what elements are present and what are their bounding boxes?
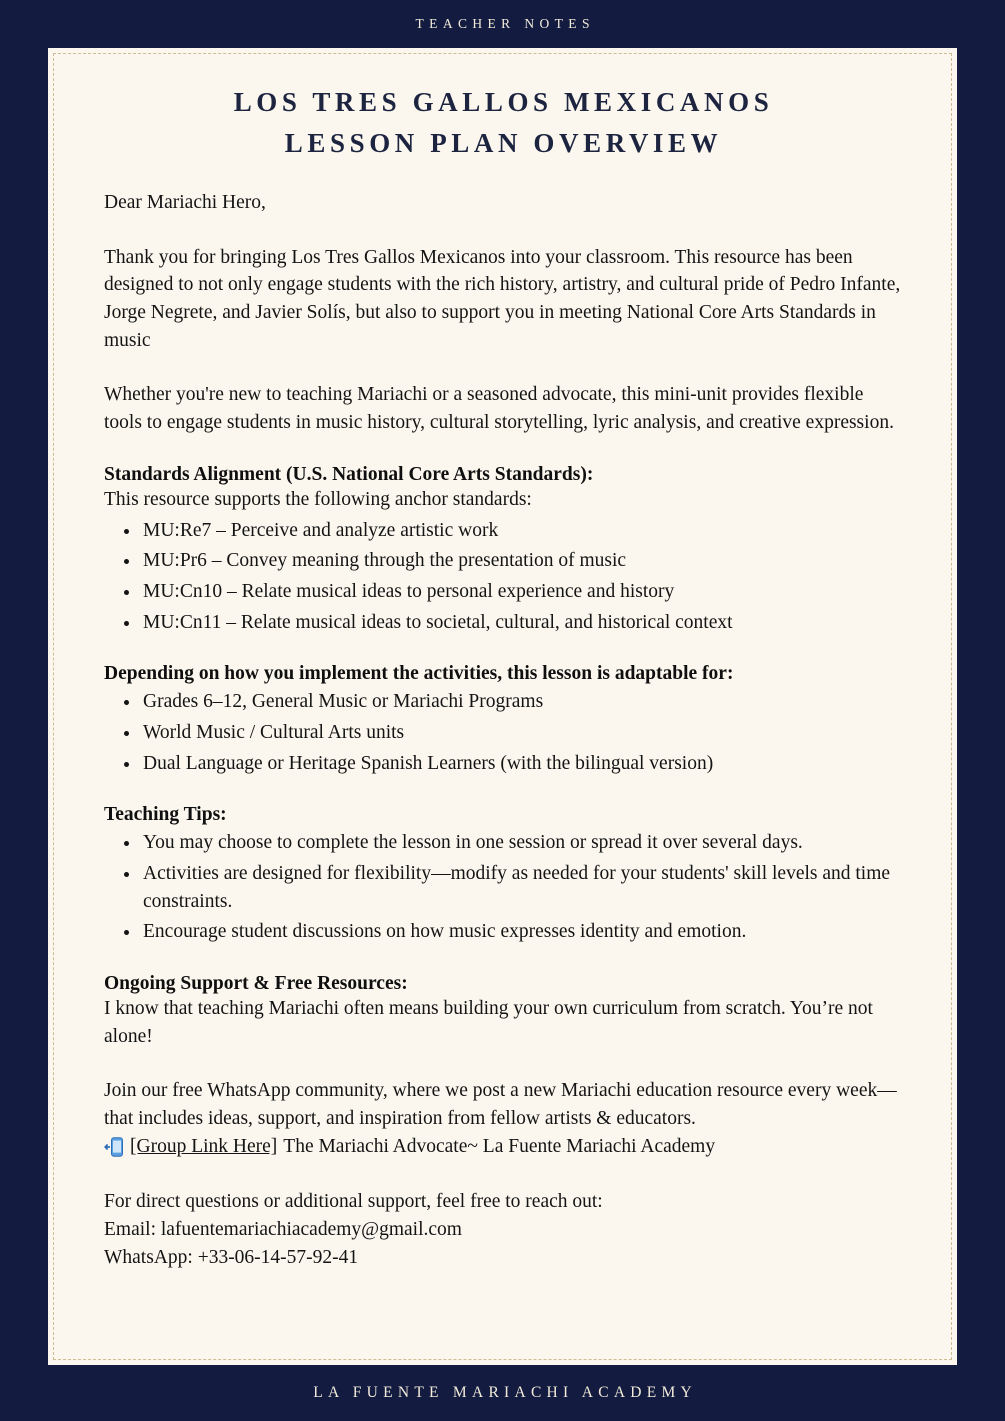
list-item: • MU:Cn10 – Relate musical ideas to personal experience and history	[141, 578, 903, 606]
intro-paragraph-1: Thank you for bringing Los Tres Gallos Mexicanos into your classroom. This resource has been designed to not only engage students with the rich history, artistry, and cultural pride of Pedro Infante, Jorge Negrete, and Javier Solís, but also to support you in meeting National Core Arts Standards in music	[104, 246, 901, 351]
teaching-tips-list	[104, 829, 903, 946]
list-item: • MU:Pr6 – Convey meaning through the presentation of music	[141, 547, 903, 575]
support-paragraph-2: Join our free WhatsApp community, where we post a new Mariachi education resource every week—that includes ideas, support, and inspiration from fellow artists & educators.	[104, 1080, 897, 1130]
teaching-tips-heading: Teaching Tips:	[104, 804, 227, 826]
section-adaptable	[104, 663, 903, 777]
list-item: • Grades 6–12, General Music or Mariachi Programs	[141, 688, 903, 716]
standards-heading: Standards Alignment (U.S. National Core Arts Standards):	[104, 463, 594, 485]
contact-whatsapp: WhatsApp: +33-06-14-57-92-41	[104, 1247, 359, 1269]
document-page	[48, 48, 957, 1365]
list-item: • You may choose to complete the lesson in one session or spread it over several days.	[141, 829, 903, 857]
page-title-line2: LESSON PLAN OVERVIEW	[284, 127, 723, 158]
page-title	[104, 82, 903, 163]
standards-list	[104, 517, 903, 637]
support-heading: Ongoing Support & Free Resources:	[104, 973, 408, 995]
section-support	[104, 973, 903, 1272]
document-page-inner	[53, 53, 952, 1360]
contact-email: Email: lafuentemariachiacademy@gmail.com	[104, 1218, 462, 1240]
list-item: • Encourage student discussions on how music expresses identity and emotion.	[141, 918, 903, 946]
page-title-line1: LOS TRES GALLOS MEXICANOS	[233, 87, 774, 117]
contact-intro: For direct questions or additional support, feel free to reach out:	[104, 1190, 603, 1212]
group-link-suffix: The Mariachi Advocate~ La Fuente Mariachi Academy	[283, 1135, 716, 1157]
footer-label: LA FUENTE MARIACHI ACADEMY	[313, 1384, 697, 1401]
list-item: • Dual Language or Heritage Spanish Learners (with the bilingual version)	[141, 750, 903, 778]
intro-paragraph-2: Whether you're new to teaching Mariachi or a seasoned advocate, this mini-unit provides flexible tools to engage students in music history, cultural storytelling, lyric analysis, and creative expression.	[104, 384, 894, 434]
section-standards	[104, 464, 903, 636]
banner-label: TEACHER NOTES	[415, 16, 595, 31]
mobile-phone-arrow-icon	[104, 1137, 124, 1157]
greeting: Dear Mariachi Hero,	[104, 192, 266, 213]
top-banner	[0, 0, 1005, 48]
adaptable-heading: Depending on how you implement the activities, this lesson is adaptable for:	[104, 663, 734, 685]
section-teaching-tips	[104, 804, 903, 946]
group-link-line	[104, 1133, 903, 1161]
adaptable-list	[104, 688, 903, 777]
list-item: • Activities are designed for flexibility—modify as needed for your students' skill levels and time constraints.	[141, 860, 903, 915]
support-paragraph-1: I know that teaching Mariachi often means building your own curriculum from scratch. You’re not alone!	[104, 998, 873, 1047]
bottom-banner	[0, 1365, 1005, 1421]
list-item: • MU:Re7 – Perceive and analyze artistic work	[141, 517, 903, 545]
list-item: • MU:Cn11 – Relate musical ideas to societal, cultural, and historical context	[141, 609, 903, 637]
standards-intro: This resource supports the following anchor standards:	[104, 488, 532, 510]
list-item: • World Music / Cultural Arts units	[141, 719, 903, 747]
group-link[interactable]: [Group Link Here]	[130, 1135, 278, 1157]
